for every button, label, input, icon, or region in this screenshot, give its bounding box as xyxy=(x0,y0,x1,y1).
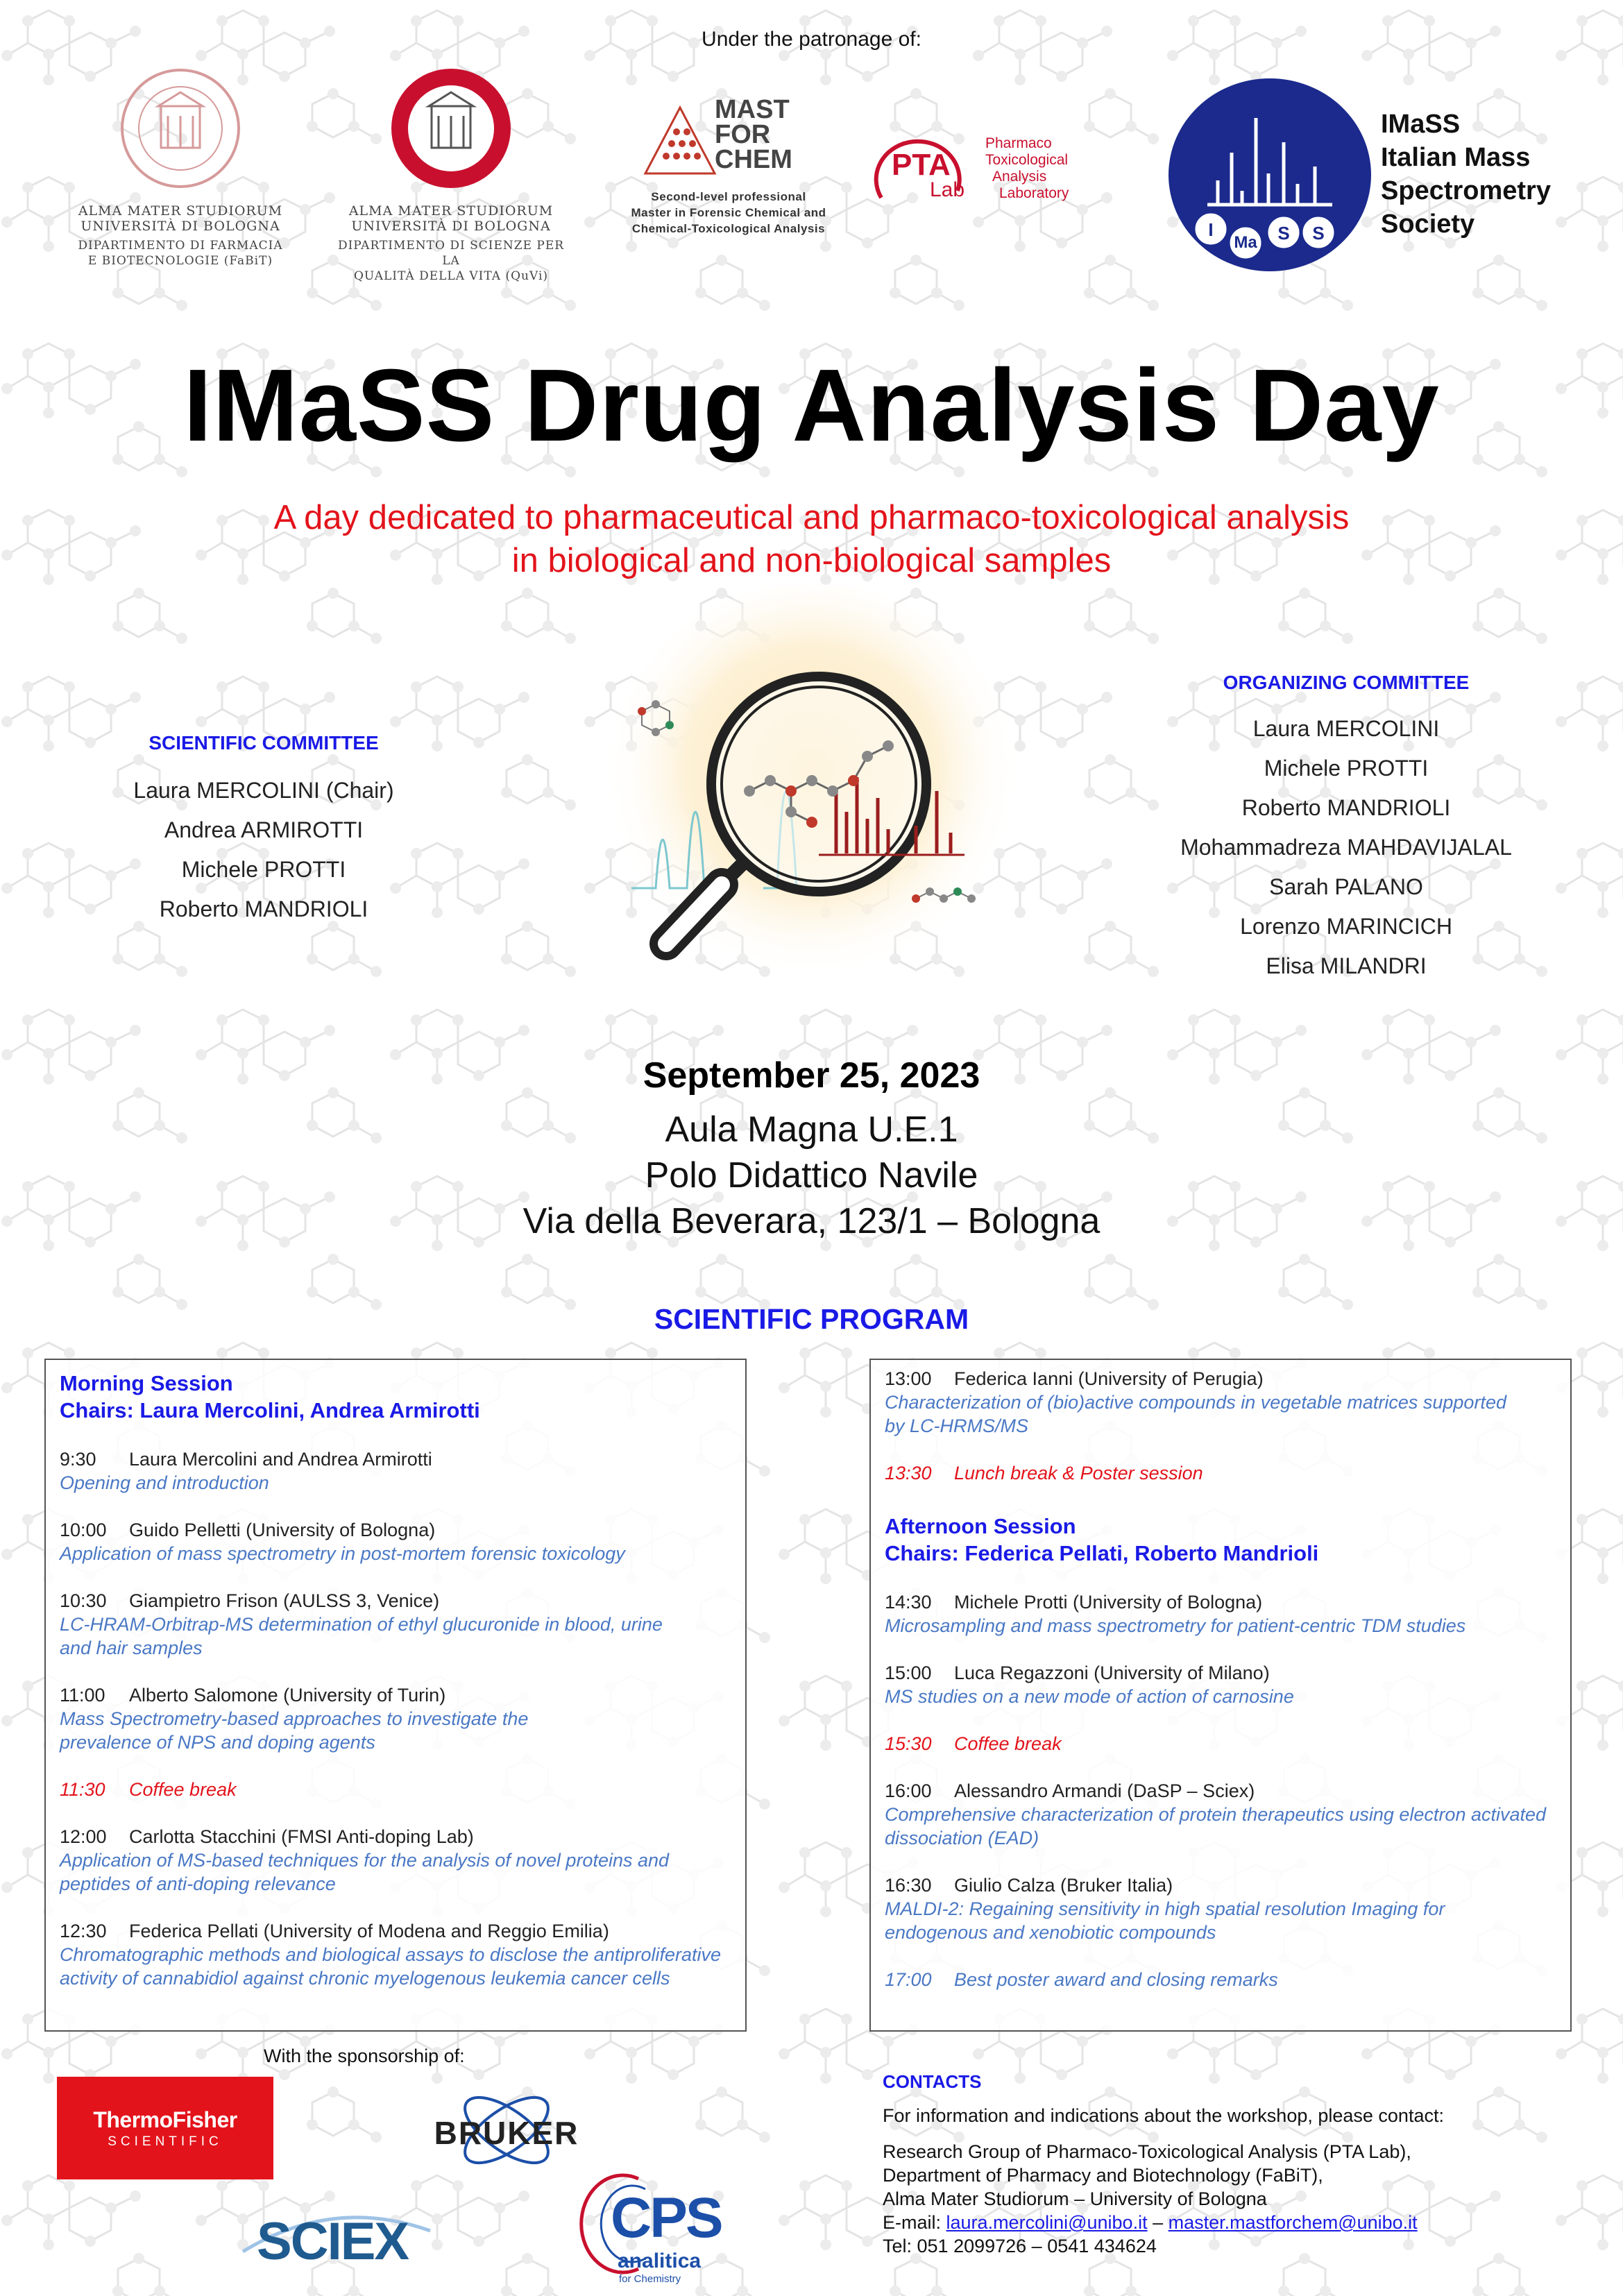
item-title: Application of MS-based techniques for the analysis of novel proteins and peptides of anti-doping relevance xyxy=(60,1850,670,1894)
venue-line1: Aula Magna U.E.1 xyxy=(665,1109,958,1150)
org-member-5: Sarah PALANO xyxy=(1269,874,1423,899)
org-member-7: Elisa MILANDRI xyxy=(1266,953,1427,978)
program-item xyxy=(885,1661,1556,1708)
item-time: 15:00 xyxy=(885,1663,932,1683)
contacts-line3: Alma Mater Studiorum – University of Bologna xyxy=(883,2188,1267,2209)
organizing-committee-heading: ORGANIZING COMMITTEE xyxy=(1223,672,1470,693)
item-time: 16:30 xyxy=(885,1875,932,1896)
item-title: Mass Spectrometry-based approaches to investigate the prevalence of NPS and doping agents xyxy=(60,1708,529,1753)
subtitle-line2: in biological and non-biological samples xyxy=(511,542,1112,579)
item-speaker: Alessandro Armandi (DaSP – Sciex) xyxy=(954,1780,1255,1801)
item-speaker: Giampietro Frison (AULSS 3, Venice) xyxy=(129,1590,440,1611)
venue-line3: Via della Beverara, 123/1 – Bologna xyxy=(522,1201,1101,1241)
ptalab-line1: Pharmaco xyxy=(985,135,1052,151)
break-time: 11:30 xyxy=(60,1779,105,1800)
break-label: Coffee break xyxy=(954,1733,1062,1754)
mastforchem-logo xyxy=(611,94,847,237)
sciex-logo xyxy=(229,2203,437,2272)
ptalab-pta: PTA xyxy=(892,148,951,182)
magnifier-illustration xyxy=(590,583,1034,1027)
program-item xyxy=(885,1367,1556,1438)
mastforchem-word-chem: CHEM xyxy=(715,145,792,174)
email-label: E-mail: xyxy=(883,2212,942,2233)
fabit-line1: ALMA MATER STUDIORUM xyxy=(78,203,283,219)
program-item xyxy=(60,1825,731,1896)
program-break xyxy=(60,1778,731,1801)
item-title: Characterization of (bio)active compounds in vegetable matrices supported by LC-HRMS/MS xyxy=(885,1392,1506,1436)
quvi-line2: UNIVERSITÀ DI BOLOGNA xyxy=(351,219,551,234)
unibo-rimini-seal-icon xyxy=(389,66,513,191)
imass-line1: IMaSS xyxy=(1381,110,1461,139)
org-member-3: Roberto MANDRIOLI xyxy=(1241,795,1451,820)
break-time: 13:30 xyxy=(885,1463,932,1483)
item-title: Comprehensive characterization of protein therapeutics using electron activated dissociation (EAD) xyxy=(885,1804,1547,1848)
item-title: Microsampling and mass spectrometry for patient-centric TDM studies xyxy=(885,1615,1466,1636)
imass-badge-icon xyxy=(1166,76,1374,274)
contacts-intro: For information and indications about the workshop, please contact: xyxy=(883,2105,1444,2126)
ptalab-line2: Toxicological xyxy=(985,152,1069,168)
scientific-committee-heading: SCIENTIFIC COMMITTEE xyxy=(148,732,379,754)
sci-member-3: Michele PROTTI xyxy=(181,857,346,882)
event-venue xyxy=(0,1107,1623,1244)
cps-sub2: for Chemistry xyxy=(619,2273,681,2285)
item-speaker: Laura Mercolini and Andrea Armirotti xyxy=(129,1449,432,1470)
program-item xyxy=(885,1590,1556,1638)
sci-member-2: Andrea ARMIROTTI xyxy=(164,817,364,842)
venue-line2: Polo Didattico Navile xyxy=(645,1155,978,1196)
org-member-4: Mohammadreza MAHDAVIJALAL xyxy=(1180,835,1512,860)
email-link-mastforchem[interactable]: master.mastforchem@unibo.it xyxy=(1168,2212,1418,2233)
thermofisher-sub: SCIENTIFIC xyxy=(108,2134,223,2149)
program-break xyxy=(885,1732,1556,1755)
program-item xyxy=(60,1447,731,1495)
sponsorship-heading: With the sponsorship of: xyxy=(264,2046,465,2066)
item-time: 11:00 xyxy=(60,1685,105,1706)
mastforchem-grid-icon xyxy=(638,101,722,177)
item-title: MS studies on a new mode of action of carnosine xyxy=(885,1686,1294,1707)
subtitle-line1: A day dedicated to pharmaceutical and pharmaco-toxicological analysis xyxy=(273,499,1350,536)
contacts-heading: CONTACTS xyxy=(883,2071,982,2092)
quvi-line3: DIPARTIMENTO DI SCIENZE PER LA xyxy=(337,239,565,268)
bruker-name: BRUKER xyxy=(434,2115,579,2151)
imass-badge-s1: S xyxy=(1277,223,1290,244)
program-break xyxy=(885,1461,1556,1485)
program-item xyxy=(885,1873,1556,1944)
item-title: MALDI-2: Regaining sensitivity in high spatial resolution Imaging for endogenous and xenobiotic compounds xyxy=(885,1898,1445,1943)
contacts-line1: Research Group of Pharmaco-Toxicological Analysis (PTA Lab), xyxy=(883,2141,1411,2162)
item-speaker: Federica Ianni (University of Perugia) xyxy=(954,1368,1264,1389)
imass-name xyxy=(1381,108,1551,241)
bruker-logo xyxy=(409,2078,604,2182)
break-label: Coffee break xyxy=(129,1779,237,1800)
program-closing xyxy=(885,1968,1556,1991)
closing-time: 17:00 xyxy=(885,1969,932,1990)
item-speaker: Michele Protti (University of Bologna) xyxy=(954,1592,1263,1613)
fabit-line3: DIPARTIMENTO DI FARMACIA xyxy=(78,239,283,253)
mastforchem-word-mast: MAST xyxy=(715,95,790,124)
imass-line4: Society xyxy=(1381,210,1475,239)
item-title: Chromatographic methods and biological assays to disclose the antiproliferative activity of cannabidiol against chronic myelogenous leukemia cancer cells xyxy=(60,1944,722,1989)
item-speaker: Federica Pellati (University of Modena and Reggio Emilia) xyxy=(129,1921,609,1941)
imass-line2: Italian Mass xyxy=(1381,143,1531,172)
morning-session-chairs: Chairs: Laura Mercolini, Andrea Armirotti xyxy=(60,1398,480,1422)
item-title: LC-HRAM-Orbitrap-MS determination of ethyl glucuronide in blood, urine and hair samples xyxy=(60,1614,663,1658)
quvi-line4: QUALITÀ DELLA VITA (QuVi) xyxy=(353,269,549,283)
ptalab-line3: Analysis xyxy=(992,169,1047,185)
item-speaker: Giulio Calza (Bruker Italia) xyxy=(954,1875,1173,1896)
contacts-block xyxy=(883,2104,1590,2258)
afternoon-session-chairs: Chairs: Federica Pellati, Roberto Mandrioli xyxy=(885,1541,1319,1565)
morning-session-title: Morning Session xyxy=(60,1371,233,1395)
scientific-committee xyxy=(90,732,437,929)
imass-logo xyxy=(1166,76,1374,274)
program-item xyxy=(60,1919,731,1990)
item-time: 10:00 xyxy=(60,1520,107,1540)
email-separator: – xyxy=(1153,2212,1164,2233)
thermofisher-logo xyxy=(57,2077,273,2179)
item-time: 12:30 xyxy=(60,1921,107,1941)
org-member-6: Lorenzo MARINCICH xyxy=(1240,914,1452,939)
closing-label: Best poster award and closing remarks xyxy=(954,1969,1278,1990)
page-subtitle xyxy=(0,496,1623,582)
cps-name: CPS xyxy=(611,2186,722,2250)
contacts-line2: Department of Pharmacy and Biotechnology (FaBiT), xyxy=(883,2165,1323,2186)
item-speaker: Luca Regazzoni (University of Milano) xyxy=(954,1663,1270,1683)
sci-member-4: Roberto MANDRIOLI xyxy=(159,896,368,921)
item-time: 12:00 xyxy=(60,1826,107,1847)
org-member-2: Michele PROTTI xyxy=(1264,756,1429,781)
item-speaker: Guido Pelletti (University of Bologna) xyxy=(129,1520,436,1540)
org-member-1: Laura MERCOLINI xyxy=(1252,716,1440,741)
imass-badge-i: I xyxy=(1208,219,1214,240)
ptalab-line4: Laboratory xyxy=(999,185,1069,201)
sciex-name: SCIEX xyxy=(257,2212,409,2271)
page-title: IMaSS Drug Analysis Day xyxy=(183,348,1440,463)
ptalab-lab: Lab xyxy=(930,178,965,201)
break-time: 15:30 xyxy=(885,1733,932,1754)
sci-member-1: Laura MERCOLINI (Chair) xyxy=(133,778,394,803)
item-time: 9:30 xyxy=(60,1449,96,1470)
afternoon-session-title: Afternoon Session xyxy=(885,1514,1076,1538)
ptalab-logo xyxy=(860,121,1096,212)
program-item xyxy=(60,1518,731,1565)
program-item xyxy=(60,1589,731,1660)
item-title: Application of mass spectrometry in post-mortem forensic toxicology xyxy=(60,1543,625,1564)
unibo-seal-icon xyxy=(118,66,243,191)
item-title: Opening and introduction xyxy=(60,1472,269,1493)
item-time: 10:30 xyxy=(60,1590,107,1611)
program-heading: SCIENTIFIC PROGRAM xyxy=(654,1303,969,1335)
item-speaker: Carlotta Stacchini (FMSI Anti-doping Lab) xyxy=(129,1826,474,1847)
item-time: 16:00 xyxy=(885,1780,932,1801)
unibo-fabit-logo xyxy=(66,66,295,269)
cps-logo xyxy=(576,2165,749,2290)
cps-sub1: analitica xyxy=(618,2250,702,2272)
item-time: 13:00 xyxy=(885,1368,932,1389)
program-item xyxy=(60,1683,731,1754)
quvi-line1: ALMA MATER STUDIORUM xyxy=(348,203,554,219)
mastforchem-line1: Second-level professional xyxy=(651,190,806,203)
contacts-email-row xyxy=(883,2211,1590,2234)
mastforchem-line2: Master in Forensic Chemical and xyxy=(631,206,826,219)
event-date: September 25, 2023 xyxy=(643,1055,980,1096)
organizing-committee xyxy=(1138,672,1554,986)
item-speaker: Alberto Salomone (University of Turin) xyxy=(129,1685,446,1706)
fabit-line4: E BIOTECNOLOGIE (FaBiT) xyxy=(87,254,273,268)
thermofisher-name: ThermoFisher xyxy=(93,2107,237,2132)
program-item xyxy=(885,1779,1556,1850)
item-time: 14:30 xyxy=(885,1592,932,1613)
patronage-label: Under the patronage of: xyxy=(702,28,921,51)
imass-line3: Spectrometry xyxy=(1381,176,1551,205)
contacts-tel: Tel: 051 2099726 – 0541 434624 xyxy=(883,2236,1157,2256)
imass-badge-s2: S xyxy=(1312,223,1325,244)
mastforchem-line3: Chemical-Toxicological Analysis xyxy=(631,222,826,235)
fabit-line2: UNIVERSITÀ DI BOLOGNA xyxy=(80,219,280,234)
break-label: Lunch break & Poster session xyxy=(954,1463,1203,1483)
email-link-mercolini[interactable]: laura.mercolini@unibo.it xyxy=(946,2212,1148,2233)
imass-badge-ma: Ma xyxy=(1234,233,1257,252)
program-box-afternoon xyxy=(869,1359,1572,2032)
mastforchem-word-for: FOR xyxy=(715,120,771,149)
program-box-morning xyxy=(44,1359,747,2032)
unibo-quvi-logo xyxy=(333,66,569,284)
